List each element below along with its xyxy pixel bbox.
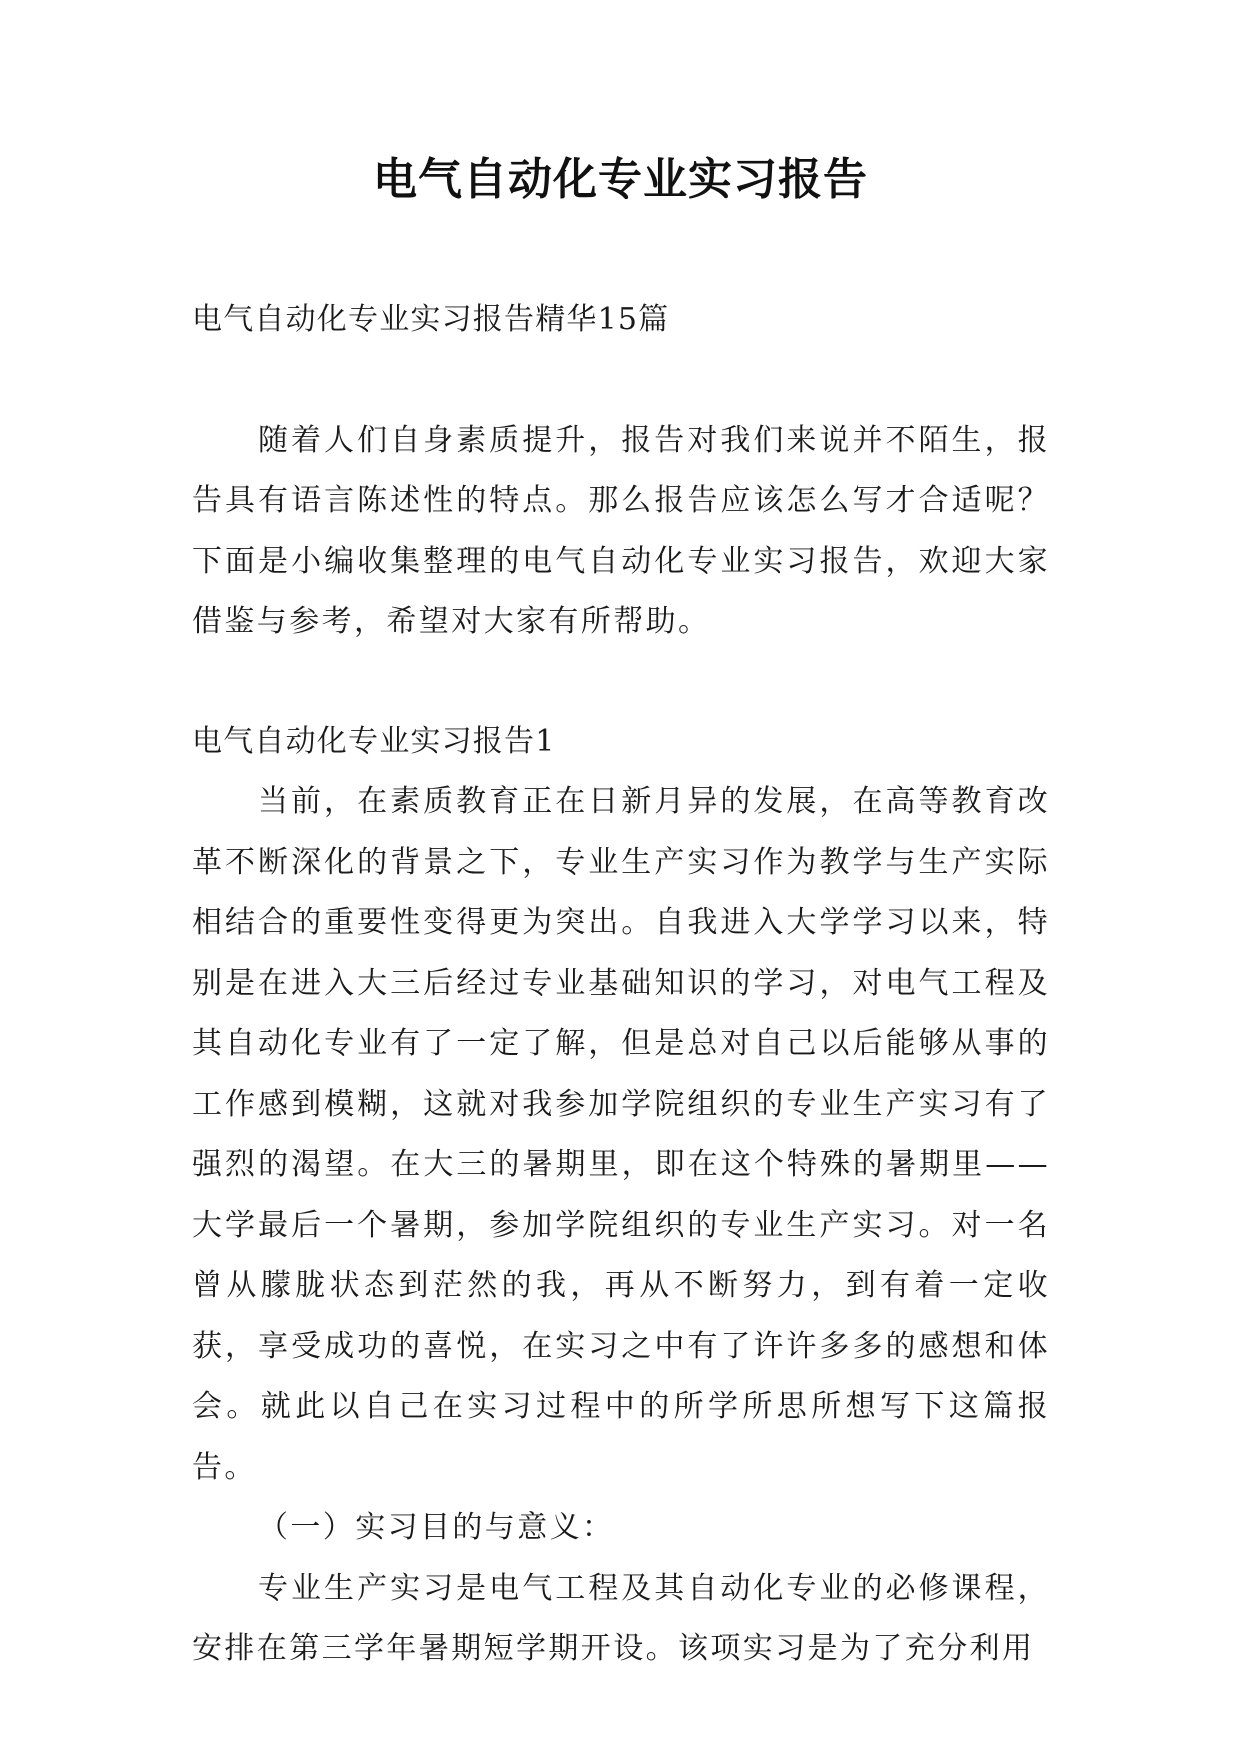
- document-title: 电气自动化专业实习报告: [373, 154, 868, 205]
- body-paragraph: 当前，在素质教育正在日新月异的发展，在高等教育改革不断深化的背景之下，专业生产实习作为教学与生产实际相结合的重要性变得更为突出。自我进入大学学习以来，特别是在进入大三后经过专业基础知识的学习，对电气工程及其自动化专业有了一定了解，但是总对自己以后能够从事的工作感到模糊，这就对我参加学院组织的专业生产实习有了强烈的渴望。在大三的暑期里，即在这个特殊的暑期里——大学最后一个暑期，参加学院组织的专业生产实习。对一名曾从朦胧状态到茫然的我，再从不断努力，到有着一定收获，享受成功的喜悦，在实习之中有了许许多多的感想和体会。就此以自己在实习过程中的所学所思所想写下这篇报告。: [192, 784, 1050, 1485]
- intro-paragraph: 随着人们自身素质提升，报告对我们来说并不陌生，报告具有语言陈述性的特点。那么报告应该怎么写才合适呢？下面是小编收集整理的电气自动化专业实习报告，欢迎大家借鉴与参考，希望对大家有所帮助。: [192, 422, 1050, 639]
- document-subtitle: 电气自动化专业实习报告精华15篇: [192, 302, 670, 337]
- subheading: （一）实习目的与意义：: [258, 1510, 615, 1545]
- section-heading: 电气自动化专业实习报告1: [192, 723, 556, 759]
- document-body: [192, 290, 1050, 1680]
- body-paragraph-2: 专业生产实习是电气工程及其自动化专业的必修课程，安排在第三学年暑期短学期开设。该项实习是为了充分利用: [192, 1570, 1050, 1666]
